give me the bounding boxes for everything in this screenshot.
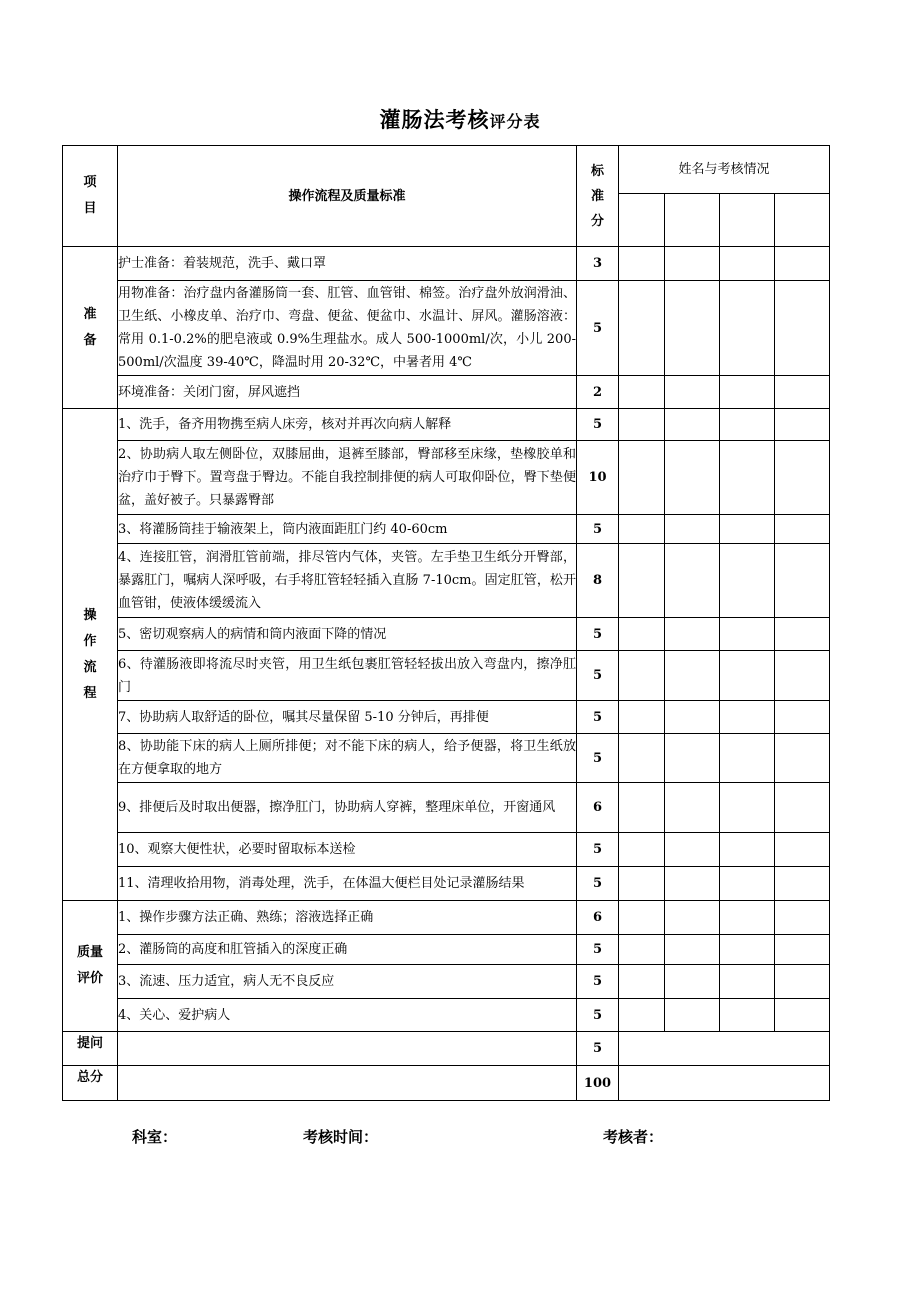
score-cell[interactable] bbox=[775, 999, 830, 1032]
table-row bbox=[63, 515, 830, 544]
score-cell[interactable] bbox=[720, 544, 775, 618]
score-cell[interactable] bbox=[720, 901, 775, 935]
score-cell[interactable] bbox=[720, 651, 775, 701]
score-cell[interactable] bbox=[775, 247, 830, 281]
score-cell[interactable] bbox=[720, 935, 775, 965]
item-text: 8、协助能下床的病人上厕所排便；对不能下床的病人，给予便器，将卫生纸放在方便拿取的地方 bbox=[118, 734, 577, 783]
score-cell[interactable] bbox=[619, 833, 665, 867]
score-cell[interactable] bbox=[720, 281, 775, 376]
score-cell[interactable] bbox=[775, 544, 830, 618]
item-score: 5 bbox=[577, 618, 619, 651]
table-row bbox=[63, 833, 830, 867]
score-cell[interactable] bbox=[619, 618, 665, 651]
item-score: 10 bbox=[577, 441, 619, 515]
score-cell[interactable] bbox=[775, 618, 830, 651]
score-cell[interactable] bbox=[665, 247, 720, 281]
table-row bbox=[63, 281, 830, 376]
item-score: 5 bbox=[577, 999, 619, 1032]
score-cell[interactable] bbox=[619, 734, 665, 783]
table-row bbox=[63, 701, 830, 734]
score-cell[interactable] bbox=[619, 409, 665, 441]
score-cell[interactable] bbox=[720, 376, 775, 409]
score-cell[interactable] bbox=[665, 999, 720, 1032]
score-cell[interactable] bbox=[775, 651, 830, 701]
table-row bbox=[63, 544, 830, 618]
score-cell[interactable] bbox=[619, 867, 665, 901]
item-text: 5、密切观察病人的病情和筒内液面下降的情况 bbox=[118, 618, 577, 651]
table-row bbox=[63, 247, 830, 281]
item-text: 11、清理收拾用物，消毒处理，洗手，在体温大便栏目处记录灌肠结果 bbox=[118, 867, 577, 901]
table-row bbox=[63, 783, 830, 833]
item-score: 6 bbox=[577, 901, 619, 935]
score-cell[interactable] bbox=[665, 376, 720, 409]
score-cell[interactable] bbox=[665, 734, 720, 783]
name-cell[interactable] bbox=[619, 194, 665, 247]
header-procedure: 操作流程及质量标准 bbox=[118, 146, 577, 247]
score-cell[interactable] bbox=[665, 701, 720, 734]
score-cell[interactable] bbox=[775, 734, 830, 783]
score-cell[interactable] bbox=[665, 544, 720, 618]
item-score: 5 bbox=[577, 281, 619, 376]
table-row bbox=[63, 1032, 830, 1066]
score-table bbox=[62, 145, 830, 1101]
score-cell[interactable] bbox=[775, 867, 830, 901]
table-row bbox=[63, 965, 830, 999]
score-cell[interactable] bbox=[619, 965, 665, 999]
score-cell[interactable] bbox=[665, 833, 720, 867]
item-text: 4、关心、爱护病人 bbox=[118, 999, 577, 1032]
score-cell[interactable] bbox=[619, 247, 665, 281]
score-cell[interactable] bbox=[665, 618, 720, 651]
item-score: 5 bbox=[577, 701, 619, 734]
item-score: 6 bbox=[577, 783, 619, 833]
item-text: 护士准备：着装规范，洗手、戴口罩 bbox=[118, 247, 577, 281]
footer-time: 考核时间： bbox=[303, 1128, 379, 1146]
total-result[interactable] bbox=[619, 1066, 830, 1101]
item-text: 1、操作步骤方法正确、熟练；溶液选择正确 bbox=[118, 901, 577, 935]
item-score: 5 bbox=[577, 965, 619, 999]
table-row bbox=[63, 935, 830, 965]
question-label: 提问 bbox=[63, 1032, 118, 1066]
item-text: 3、流速、压力适宜，病人无不良反应 bbox=[118, 965, 577, 999]
footer-dept: 科室： bbox=[132, 1128, 178, 1146]
total-content[interactable] bbox=[118, 1066, 577, 1101]
score-cell[interactable] bbox=[665, 281, 720, 376]
item-text: 4、连接肛管，润滑肛管前端，排尽管内气体，夹管。左手垫卫生纸分开臀部，暴露肛门，嘱病人深呼吸，右手将肛管轻轻插入直肠 7-10cm。固定肛管，松开血管钳，使液体缓缓流入 bbox=[118, 544, 577, 618]
score-cell[interactable] bbox=[619, 935, 665, 965]
item-text: 1、洗手，备齐用物携至病人床旁，核对并再次向病人解释 bbox=[118, 409, 577, 441]
item-score: 5 bbox=[577, 833, 619, 867]
score-cell[interactable] bbox=[619, 783, 665, 833]
item-score: 5 bbox=[577, 651, 619, 701]
score-cell[interactable] bbox=[665, 783, 720, 833]
name-cell[interactable] bbox=[665, 194, 720, 247]
name-cell[interactable] bbox=[775, 194, 830, 247]
score-cell[interactable] bbox=[775, 376, 830, 409]
score-cell[interactable] bbox=[665, 441, 720, 515]
score-cell[interactable] bbox=[775, 833, 830, 867]
header-names: 姓名与考核情况 bbox=[619, 146, 830, 194]
table-row bbox=[63, 651, 830, 701]
title-suffix: 评分表 bbox=[489, 112, 541, 131]
item-score: 5 bbox=[577, 935, 619, 965]
table-row bbox=[63, 867, 830, 901]
score-cell[interactable] bbox=[720, 247, 775, 281]
page-title bbox=[0, 104, 920, 134]
section-quality-label: 质量评价 bbox=[63, 901, 118, 1032]
item-text: 2、灌肠筒的高度和肛管插入的深度正确 bbox=[118, 935, 577, 965]
total-label: 总分 bbox=[63, 1066, 118, 1101]
item-score: 5 bbox=[577, 409, 619, 441]
name-cell[interactable] bbox=[720, 194, 775, 247]
score-cell[interactable] bbox=[665, 651, 720, 701]
score-cell[interactable] bbox=[720, 734, 775, 783]
section-prep-label: 准备 bbox=[63, 247, 118, 409]
item-text: 用物准备：治疗盘内备灌肠筒一套、肛管、血管钳、棉签。治疗盘外放润滑油、卫生纸、小橡皮单、治疗巾、弯盘、便盆、便盆巾、水温计、屏风。灌肠溶液：常用 0.1-0.2%的肥皂液或 0.9%生理盐水。成人 500-1000ml/次，小儿 200-500ml/次温度 39-40℃，降温时用 20-32℃，中暑者用 4℃ bbox=[118, 281, 577, 376]
table-row bbox=[63, 734, 830, 783]
score-cell[interactable] bbox=[775, 515, 830, 544]
table-row bbox=[63, 409, 830, 441]
score-cell[interactable] bbox=[619, 901, 665, 935]
item-score: 8 bbox=[577, 544, 619, 618]
score-cell[interactable] bbox=[720, 867, 775, 901]
item-text: 环境准备：关闭门窗，屏风遮挡 bbox=[118, 376, 577, 409]
item-score: 5 bbox=[577, 867, 619, 901]
score-cell[interactable] bbox=[619, 701, 665, 734]
score-cell[interactable] bbox=[619, 544, 665, 618]
footer-examiner: 考核者： bbox=[603, 1128, 664, 1146]
score-cell[interactable] bbox=[720, 701, 775, 734]
item-text: 6、待灌肠液即将流尽时夹管，用卫生纸包裹肛管轻轻拔出放入弯盘内，擦净肛门 bbox=[118, 651, 577, 701]
score-cell[interactable] bbox=[775, 409, 830, 441]
item-score: 3 bbox=[577, 247, 619, 281]
item-score: 2 bbox=[577, 376, 619, 409]
item-text: 7、协助病人取舒适的卧位，嘱其尽量保留 5-10 分钟后，再排便 bbox=[118, 701, 577, 734]
score-cell[interactable] bbox=[720, 618, 775, 651]
score-cell[interactable] bbox=[665, 515, 720, 544]
score-cell[interactable] bbox=[720, 409, 775, 441]
header-score: 标准分 bbox=[577, 146, 619, 247]
item-text: 9、排便后及时取出便器，擦净肛门，协助病人穿裤，整理床单位，开窗通风 bbox=[118, 783, 577, 833]
score-cell[interactable] bbox=[619, 651, 665, 701]
score-cell[interactable] bbox=[720, 833, 775, 867]
score-cell[interactable] bbox=[720, 783, 775, 833]
score-cell[interactable] bbox=[775, 441, 830, 515]
score-cell[interactable] bbox=[775, 701, 830, 734]
item-score: 5 bbox=[577, 515, 619, 544]
score-cell[interactable] bbox=[665, 409, 720, 441]
table-row bbox=[63, 618, 830, 651]
title-main: 灌肠法考核 bbox=[379, 107, 490, 132]
score-cell[interactable] bbox=[720, 999, 775, 1032]
table-row bbox=[63, 1066, 830, 1101]
score-cell[interactable] bbox=[665, 901, 720, 935]
score-cell[interactable] bbox=[775, 281, 830, 376]
item-text: 10、观察大便性状，必要时留取标本送检 bbox=[118, 833, 577, 867]
score-cell[interactable] bbox=[775, 935, 830, 965]
header-project: 项目 bbox=[63, 146, 118, 247]
question-score: 5 bbox=[577, 1032, 619, 1066]
score-cell[interactable] bbox=[619, 376, 665, 409]
table-row bbox=[63, 441, 830, 515]
score-cell[interactable] bbox=[720, 965, 775, 999]
item-score: 5 bbox=[577, 734, 619, 783]
item-text: 2、协助病人取左侧卧位，双膝屈曲，退裤至膝部，臀部移至床缘，垫橡胶单和治疗巾于臀下。置弯盘于臀边。不能自我控制排便的病人可取仰卧位，臀下垫便盆，盖好被子。只暴露臀部 bbox=[118, 441, 577, 515]
table-row bbox=[63, 999, 830, 1032]
score-cell[interactable] bbox=[619, 999, 665, 1032]
question-result[interactable] bbox=[619, 1032, 830, 1066]
score-cell[interactable] bbox=[775, 783, 830, 833]
section-ops-label: 操作流程 bbox=[63, 409, 118, 901]
score-cell[interactable] bbox=[665, 867, 720, 901]
table-row bbox=[63, 901, 830, 935]
score-cell[interactable] bbox=[665, 935, 720, 965]
total-score: 100 bbox=[577, 1066, 619, 1101]
score-cell[interactable] bbox=[665, 965, 720, 999]
score-cell[interactable] bbox=[619, 281, 665, 376]
score-cell[interactable] bbox=[775, 965, 830, 999]
score-cell[interactable] bbox=[619, 441, 665, 515]
score-cell[interactable] bbox=[720, 441, 775, 515]
score-cell[interactable] bbox=[775, 901, 830, 935]
score-cell[interactable] bbox=[720, 515, 775, 544]
score-cell[interactable] bbox=[619, 515, 665, 544]
item-text: 3、将灌肠筒挂于输液架上，筒内液面距肛门约 40-60cm bbox=[118, 515, 577, 544]
question-content[interactable] bbox=[118, 1032, 577, 1066]
table-row bbox=[63, 376, 830, 409]
